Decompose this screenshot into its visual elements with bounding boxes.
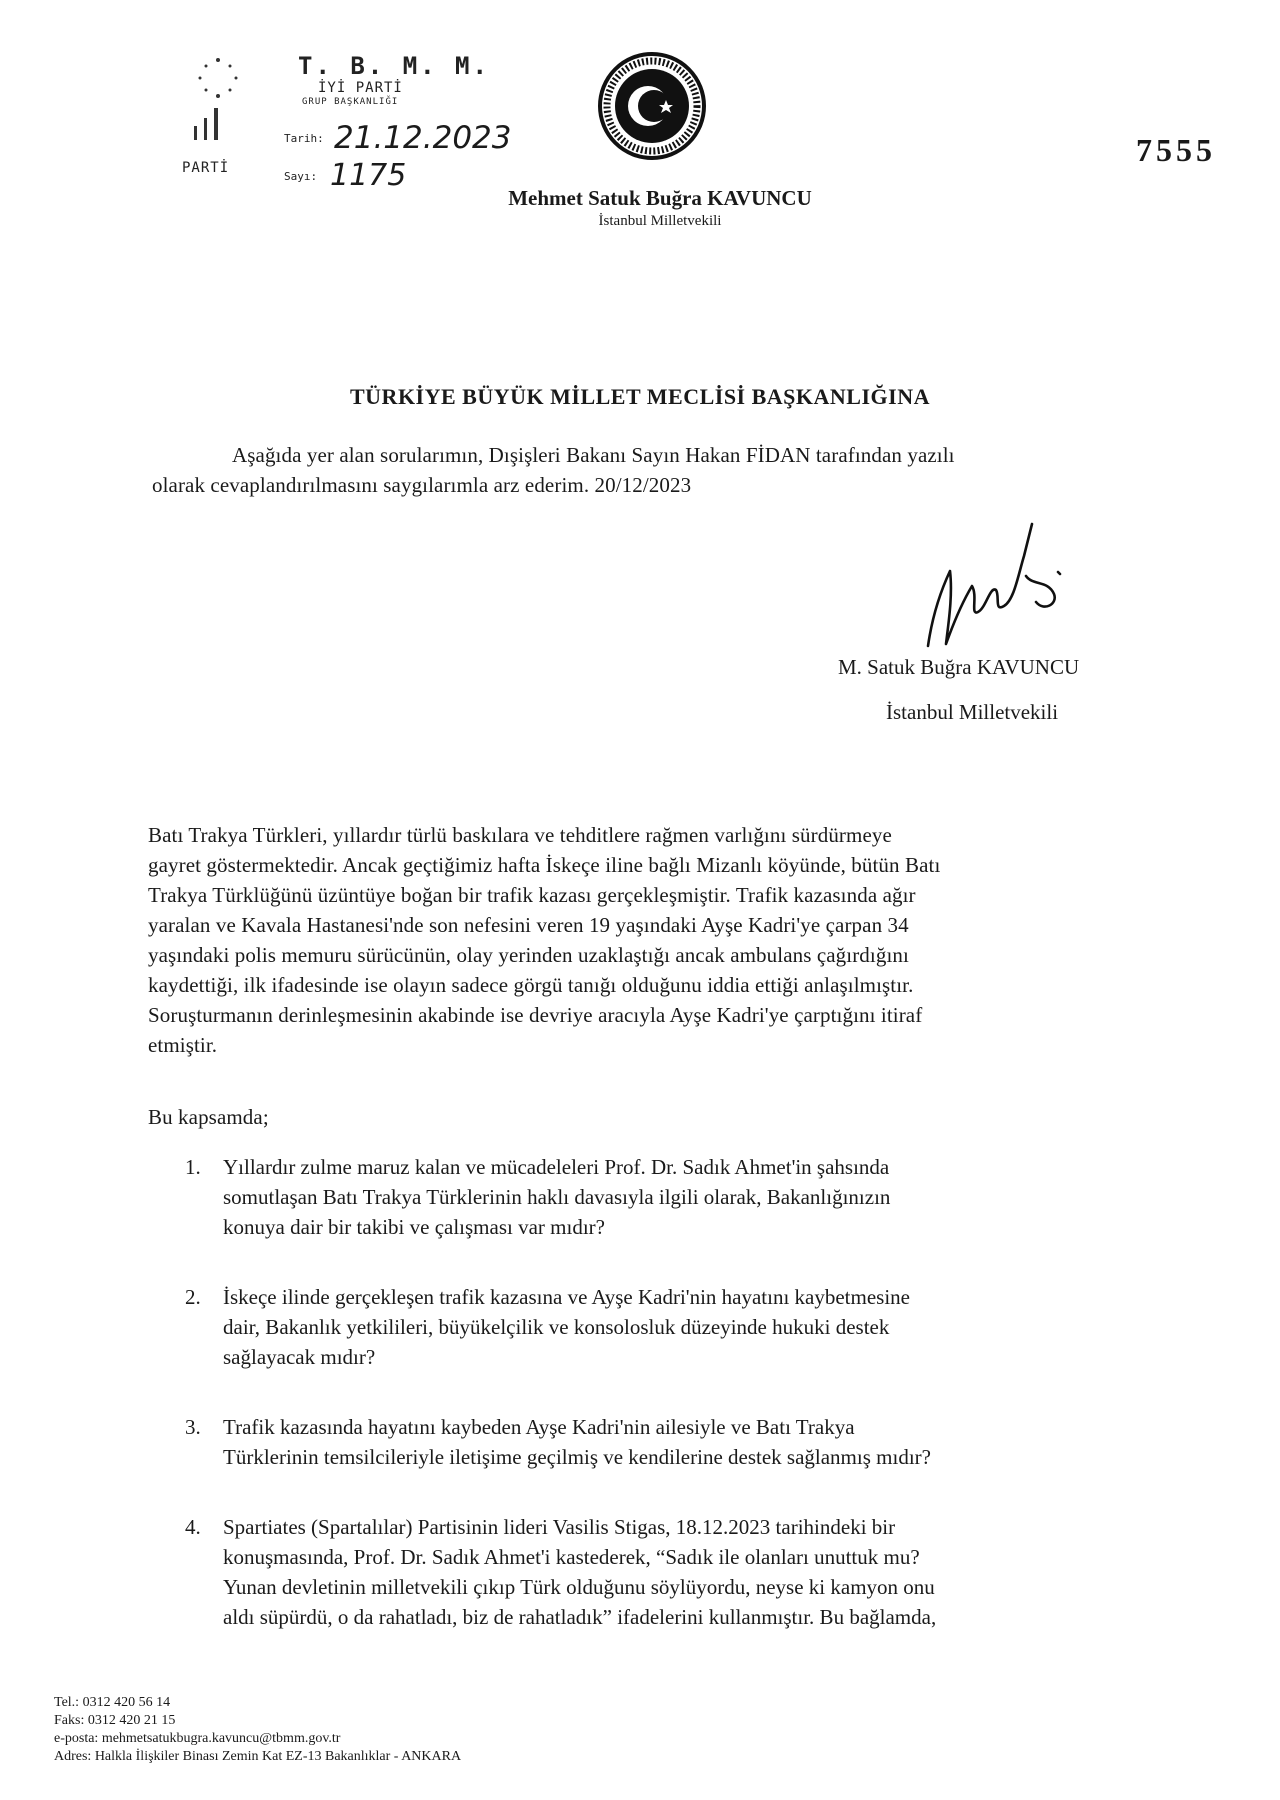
question-line: Spartiates (Spartalılar) Partisinin lideri Vasilis Stigas, 18.12.2023 tarihindeki bir <box>223 1515 896 1539</box>
tbmm-emblem <box>596 50 708 162</box>
footer-phone: Tel.: 0312 420 56 14 <box>54 1695 171 1710</box>
signature-title: İstanbul Milletvekili <box>886 700 1059 724</box>
stamp-number-value: 1175 <box>330 158 407 193</box>
stamp-number-label: Sayı: <box>284 170 318 183</box>
body-line: kaydettiği, ilk ifadesinde ise olayın sadece görgü tanığı olduğunu iddia ettiği anlaşılmıştır. <box>148 973 914 997</box>
question-item <box>185 1512 1105 1632</box>
question-number: 4. <box>185 1515 201 1539</box>
tbmm-emblem-icon <box>596 50 708 162</box>
question-number: 2. <box>185 1285 201 1309</box>
body-line: yaralan ve Kavala Hastanesi'nde son nefesini veren 19 yaşındaki Ayşe Kadri'ye çarpan 34 <box>148 913 909 937</box>
signature-scribble <box>908 516 1088 656</box>
body-line: Soruşturmanın derinleşmesinin akabinde ise devriye aracıyla Ayşe Kadri'ye çarptığını itiraf <box>148 1003 923 1027</box>
stamp-date-label: Tarih: <box>284 132 324 145</box>
sender-name: Mehmet Satuk Buğra KAVUNCU <box>508 186 812 210</box>
question-line: dair, Bakanlık yetkilileri, büyükelçilik ve konsolosluk düzeyinde hukuki destek <box>223 1315 890 1339</box>
signature <box>908 516 1088 656</box>
party-logo <box>178 48 248 178</box>
body-line: gayret göstermektedir. Ancak geçtiğimiz hafta İskeçe iline bağlı Mizanlı köyünde, bütün Batı <box>148 853 941 877</box>
body-line: Batı Trakya Türkleri, yıllardır türlü baskılara ve tehditlere rağmen varlığını sürdürmeye <box>148 823 892 847</box>
stamp-tbmm: T. B. M. M. <box>298 52 490 80</box>
party-logo-icon <box>178 48 248 158</box>
stamp-party-name: İYİ PARTİ <box>318 80 403 96</box>
body-line: Trakya Türklüğünü üzüntüye boğan bir trafik kazası gerçekleşmiştir. Trafik kazasında ağır <box>148 883 916 907</box>
intro-line-2: olarak cevaplandırılmasını saygılarımla arz ederim. 20/12/2023 <box>152 473 692 497</box>
intro-line-1: Aşağıda yer alan sorularımın, Dışişleri Bakanı Sayın Hakan FİDAN tarafından yazılı <box>232 443 955 467</box>
body-line: yaşındaki polis memuru sürücünün, olay yerinden uzaklaştığı ancak ambulans çağırdığını <box>148 943 909 967</box>
question-line: Yunan devletinin milletvekili çıkıp Türk olduğunu söylüyordu, neyse ki kamyon onu <box>223 1575 935 1599</box>
question-item <box>185 1152 1105 1242</box>
question-item <box>185 1282 1105 1372</box>
stamp-group-office: GRUP BAŞKANLIĞI <box>302 97 399 107</box>
footer-email: e-posta: mehmetsatukbugra.kavuncu@tbmm.gov.tr <box>54 1731 341 1746</box>
question-line: konuya dair bir takibi ve çalışması var mıdır? <box>223 1215 605 1239</box>
body-paragraph <box>148 820 1148 1060</box>
question-item <box>185 1412 1105 1472</box>
scope-label: Bu kapsamda; <box>148 1105 269 1129</box>
question-line: aldı süpürdü, o da rahatladı, biz de rahatladık” ifadelerini kullanmıştır. Bu bağlamda, <box>223 1605 937 1629</box>
question-line: Türklerinin temsilcileriyle iletişime geçilmiş ve kendilerine destek sağlanmış mıdır? <box>223 1445 931 1469</box>
signature-name: M. Satuk Buğra KAVUNCU <box>838 655 1080 679</box>
question-line: sağlayacak mıdır? <box>223 1345 376 1369</box>
document-heading: TÜRKİYE BÜYÜK MİLLET MECLİSİ BAŞKANLIĞINA <box>350 384 930 409</box>
footer-address: Adres: Halkla İlişkiler Binası Zemin Kat EZ-13 Bakanlıklar - ANKARA <box>54 1749 462 1764</box>
body-line: etmiştir. <box>148 1033 218 1057</box>
question-line: Yıllardır zulme maruz kalan ve mücadeleleri Prof. Dr. Sadık Ahmet'in şahsında <box>223 1155 890 1179</box>
question-line: konuşmasında, Prof. Dr. Sadık Ahmet'i kastederek, “Sadık ile olanları unuttuk mu? <box>223 1545 920 1569</box>
stamp-date-value: 21.12.2023 <box>334 120 512 156</box>
sender-title: İstanbul Milletvekili <box>598 213 722 229</box>
question-line: Trafik kazasında hayatını kaybeden Ayşe Kadri'nin ailesiyle ve Batı Trakya <box>223 1415 855 1439</box>
question-line: somutlaşan Batı Trakya Türklerinin haklı davasıyla ilgili olarak, Bakanlığınızın <box>223 1185 891 1209</box>
question-line: İskeçe ilinde gerçekleşen trafik kazasına ve Ayşe Kadri'nin hayatını kaybetmesine <box>223 1285 911 1309</box>
question-number: 1. <box>185 1155 201 1179</box>
footer-contact <box>54 1694 754 1766</box>
registry-number: 7555 <box>1136 132 1216 168</box>
party-logo-text: PARTİ <box>182 160 230 176</box>
question-number: 3. <box>185 1415 201 1439</box>
footer-fax: Faks: 0312 420 21 15 <box>54 1713 176 1728</box>
